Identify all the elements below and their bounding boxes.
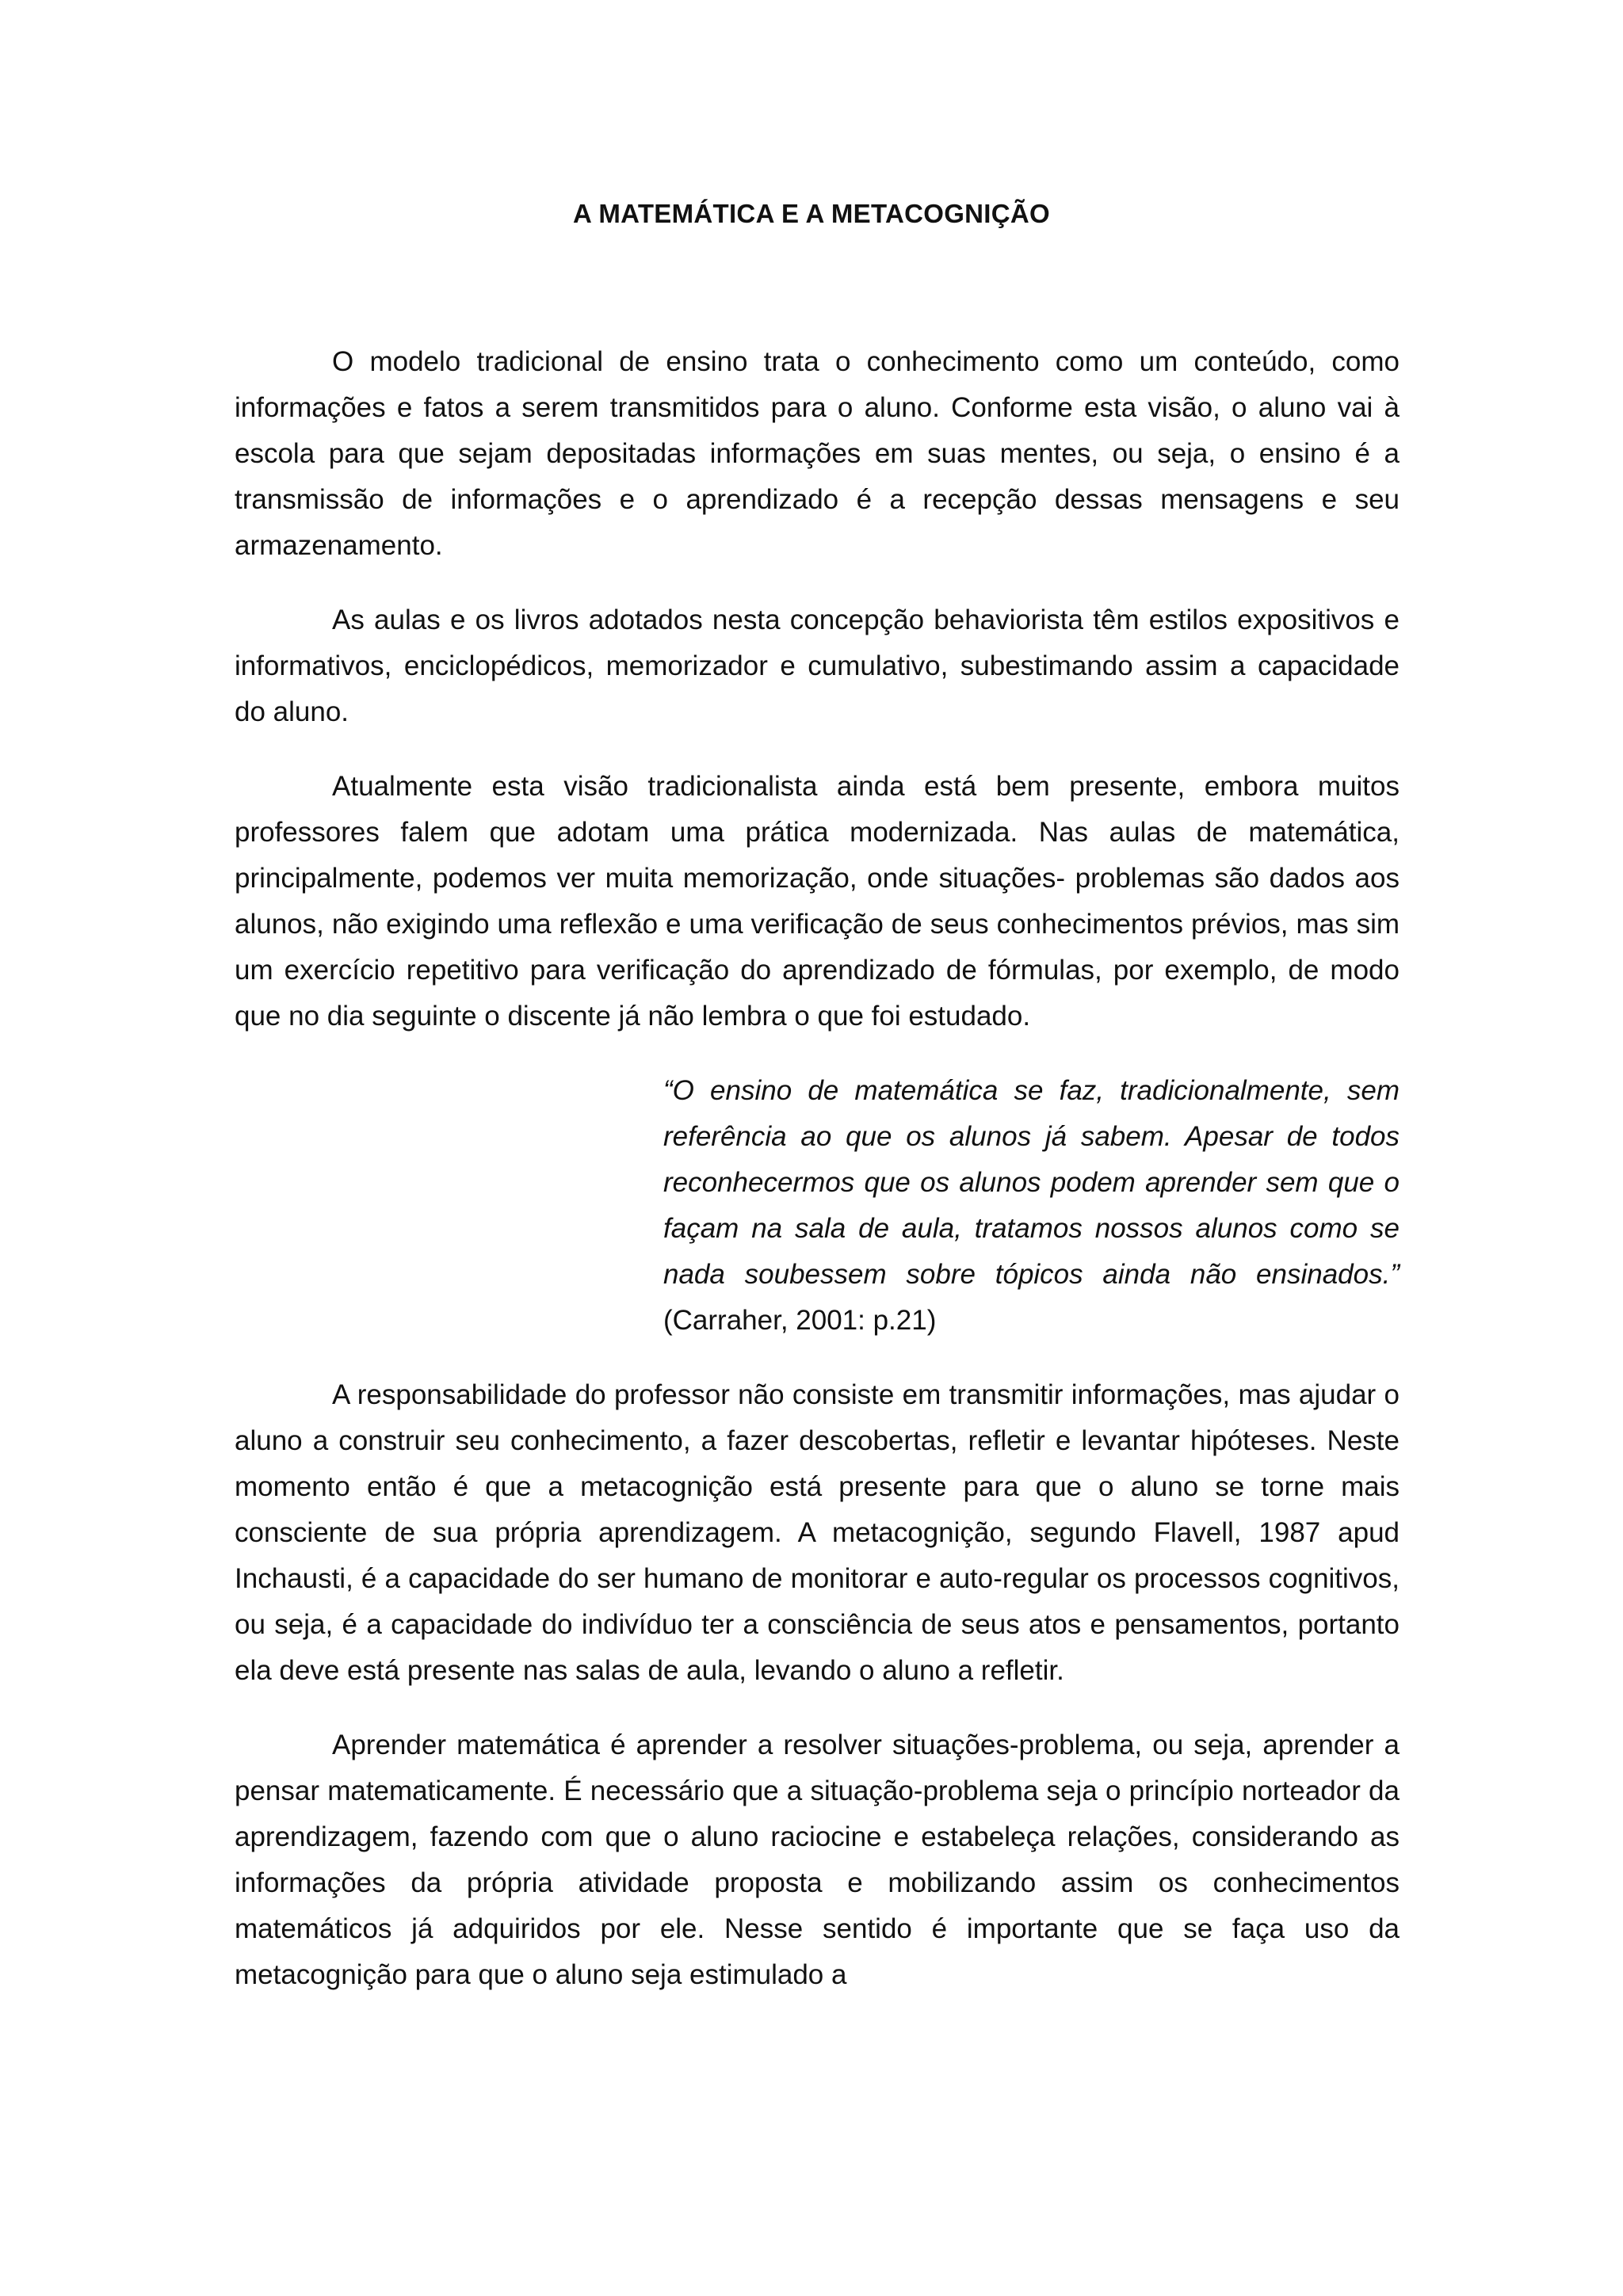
paragraph-2: As aulas e os livros adotados nesta concepção behaviorista têm estilos expositivos e informativos, enciclopédicos, memorizador e cumulativo, subestimando assim a capacidade do aluno. [235, 605, 1400, 727]
paragraph-5: Aprender matemática é aprender a resolver situações-problema, ou seja, aprender a pensar matematicamente. É necessário que a situação-problema seja o princípio norteador da aprendizagem, fazendo com que o aluno raciocine e estabeleça relações, considerando as informações da própria atividade proposta e mobilizando assim os conhecimentos matemáticos já adquiridos por ele. Nesse sentido é importante que se faça uso da metacognição para que o aluno seja estimulado a [235, 1730, 1400, 1990]
paragraph-3: Atualmente esta visão tradicionalista ainda está bem presente, embora muitos professores falem que adotam uma prática modernizada. Nas aulas de matemática, principalmente, podemos ver muita memorização, onde situações- problemas são dados aos alunos, não exigindo uma reflexão e uma verificação de seus conhecimentos prévios, mas sim um exercício repetitivo para verificação do aprendizado de fórmulas, por exemplo, de modo que no dia seguinte o discente já não lembra o que foi estudado. [235, 771, 1400, 1032]
document-body [235, 339, 1400, 2027]
document-title: A MATEMÁTICA E A METACOGNIÇÃO [572, 199, 1051, 228]
quote-citation: (Carraher, 2001: p.21) [663, 1305, 937, 1336]
paragraph-4: A responsabilidade do professor não consiste em transmitir informações, mas ajudar o aluno a construir seu conhecimento, a fazer descobertas, refletir e levantar hipóteses. Neste momento então é que a metacognição está presente para que o aluno se torne mais consciente de sua própria aprendizagem. A metacognição, segundo Flavell, 1987 apud Inchausti, é a capacidade do ser humano de monitorar e auto-regular os processos cognitivos, ou seja, é a capacidade do indivíduo ter a consciência de seus atos e pensamentos, portanto ela deve está presente nas salas de aula, levando o aluno a refletir. [235, 1379, 1400, 1686]
paragraph-1: O modelo tradicional de ensino trata o conhecimento como um conteúdo, como informações e fatos a serem transmitidos para o aluno. Conforme esta visão, o aluno vai à escola para que sejam depositadas informações em suas mentes, ou seja, o ensino é a transmissão de informações e o aprendizado é a recepção dessas mensagens e seu armazenamento. [235, 346, 1400, 561]
block-quote [663, 1068, 1400, 1344]
quote-text: “O ensino de matemática se faz, tradicionalmente, sem referência ao que os alunos já sabem. Apesar de todos reconhecermos que os alunos podem aprender sem que o façam na sala de aula, tratamos nossos alunos como se nada soubessem sobre tópicos ainda não ensinados.” [663, 1075, 1400, 1290]
